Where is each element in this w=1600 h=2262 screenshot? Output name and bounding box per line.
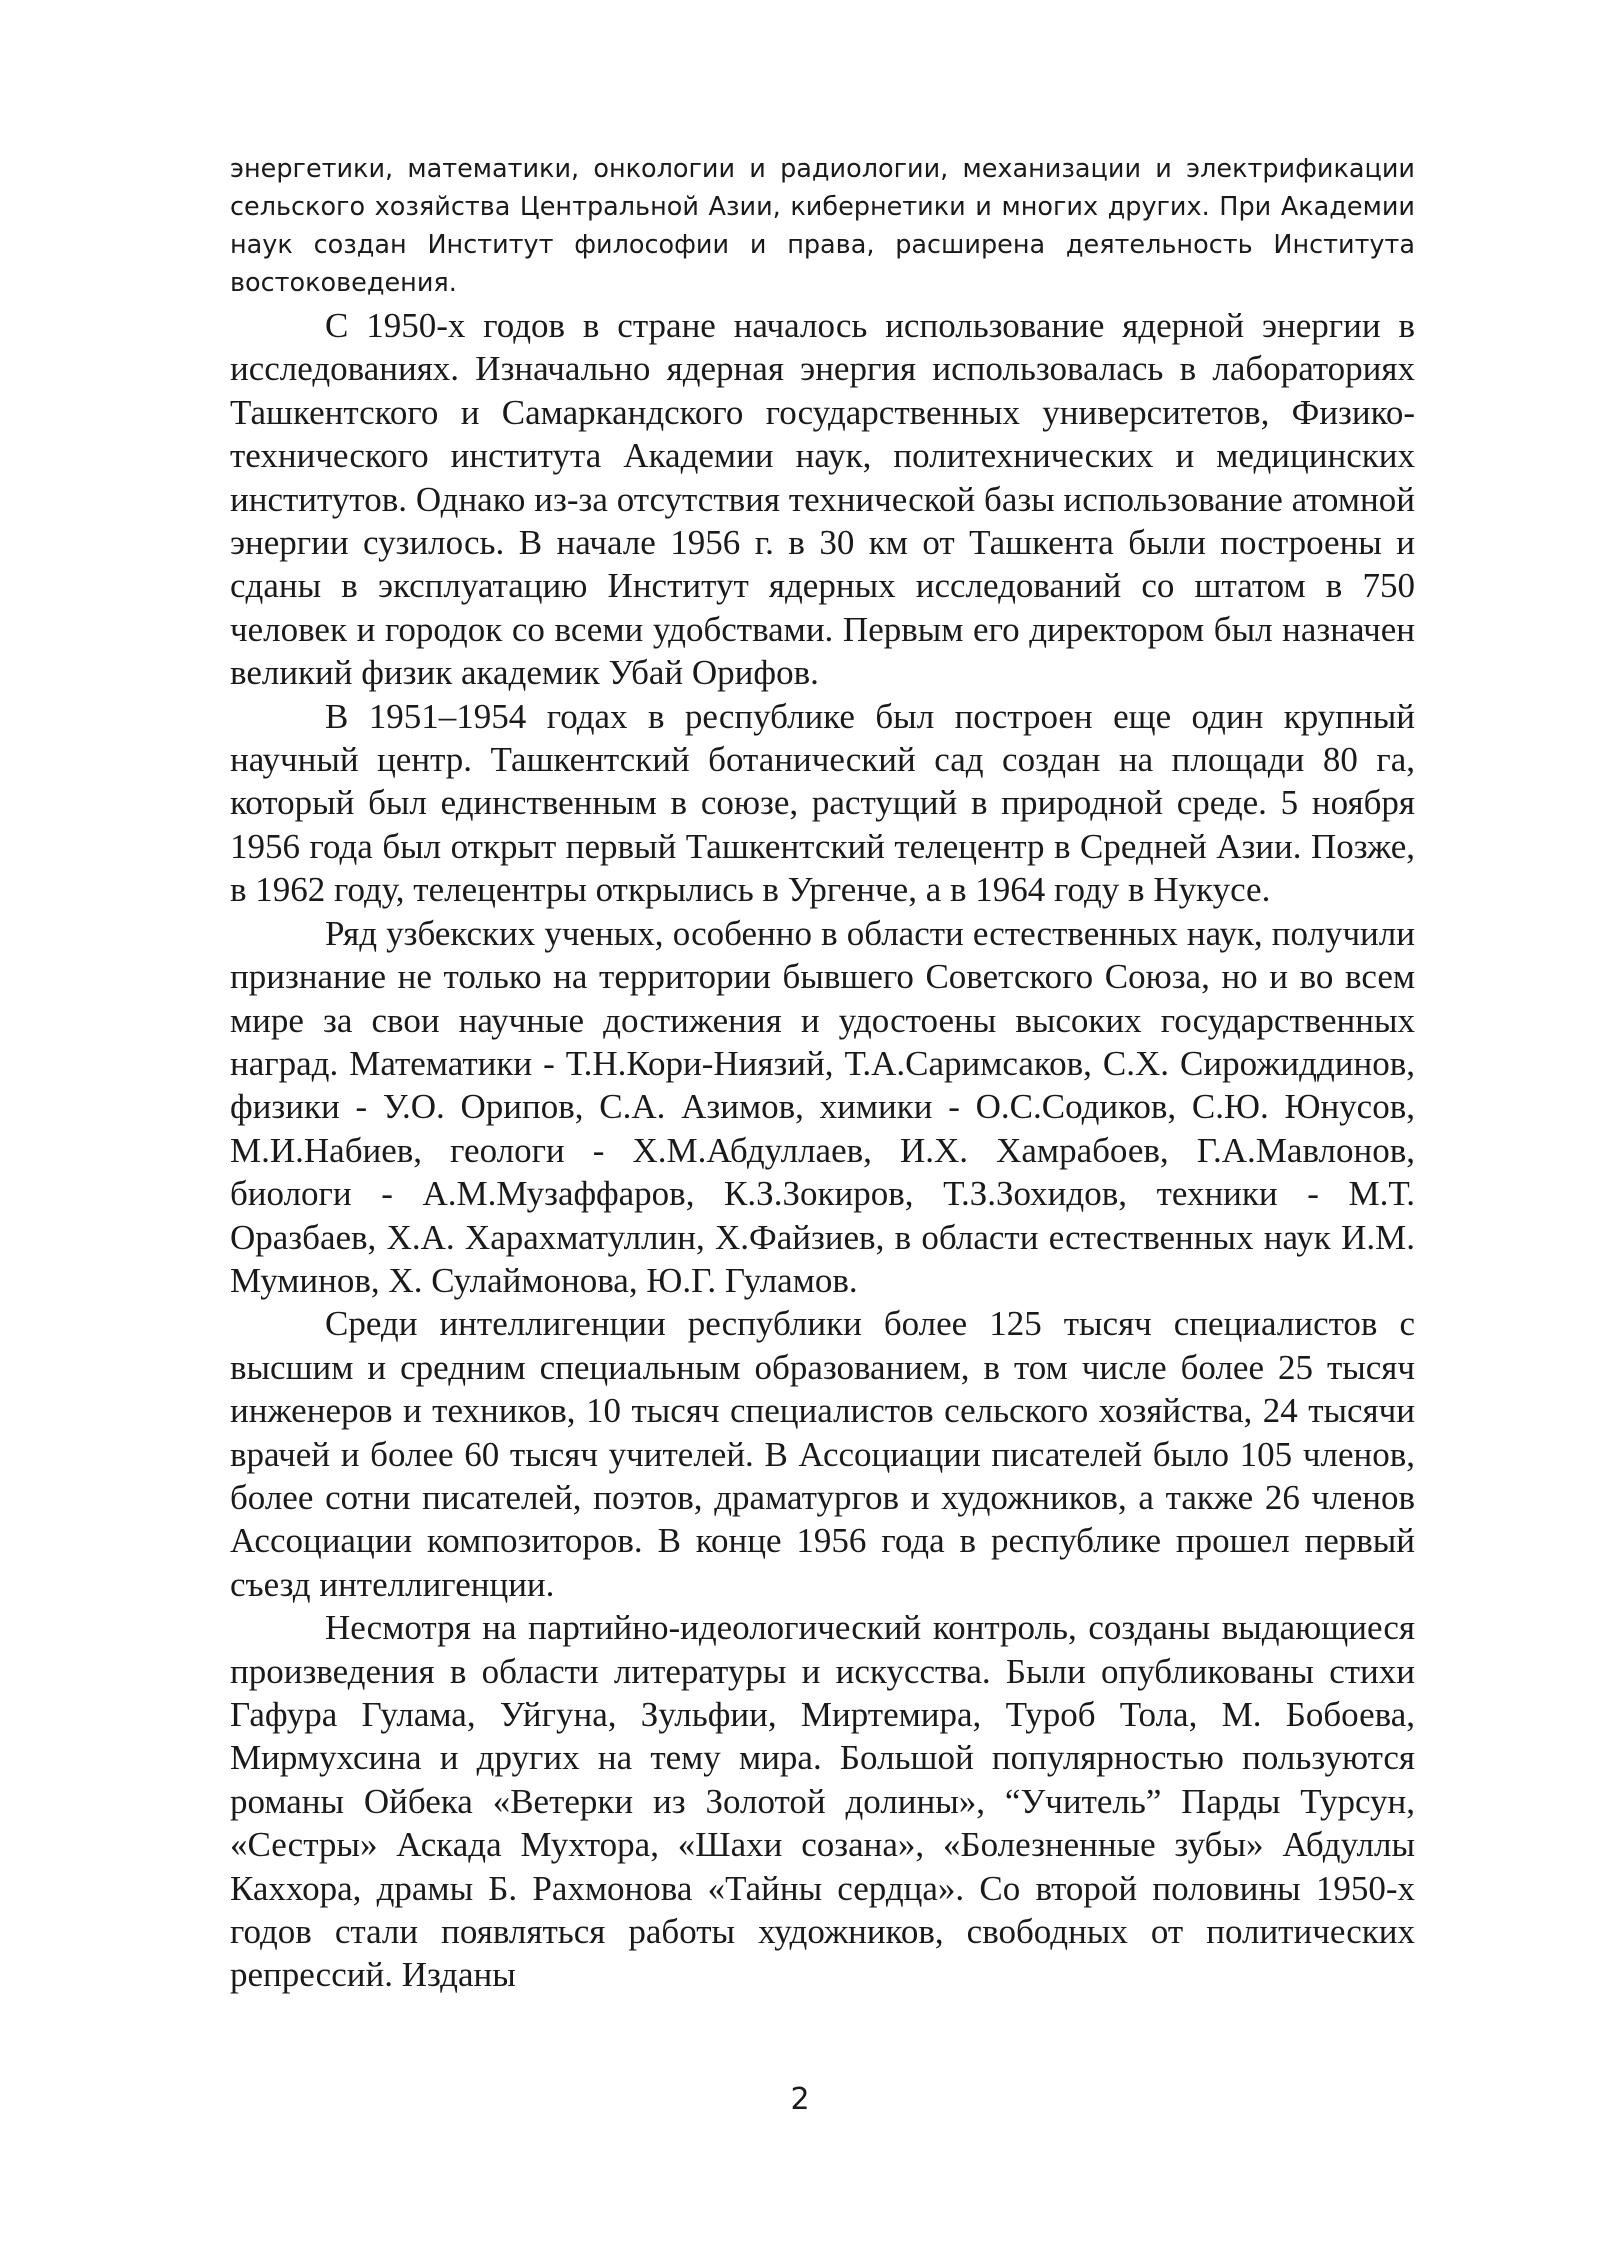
paragraph-intelligentsia: Среди интеллигенции республики более 125 тысяч специалистов с высшим и средним специальным образованием, в том числе более 25 тысяч инженеров и техников, 10 тысяч специалистов сельского хозяйства, 24 тысячи врачей и более 60 тысяч учителей. В Ассоциации писателей было 105 членов, более сотни писателей, поэтов, драматургов и художников, а также 26 членов Ассоциации композиторов. В конце 1956 года в республике прошел первый съезд интеллигенции. xyxy=(230,1304,1415,1604)
paragraph-scientists: Ряд узбекских ученых, особенно в области естественных наук, получили признание не только на территории бывшего Советского Союза, но и во всем мире за свои научные достижения и удостоены высоких государственных наград. Математики - Т.Н.Кори-Ниязий, Т.А.Саримсаков, С.Х. Сирожиддинов, физики - У.О. Орипов, С.А. Азимов, химики - О.С.Содиков, С.Ю. Юнусов, М.И.Набиев, геологи - Х.М.Абдуллаев, И.Х. Хамрабоев, Г.А.Мавлонов, биологи - А.М.Музаффаров, К.З.Зокиров, Т.З.Зохидов, техники - М.Т. Оразбаев, Х.А. Харахматуллин, Х.Файзиев, в области естественных наук И.М. Муминов, Х. Сулаймонова, Ю.Г. Гуламов. xyxy=(230,913,1415,1300)
paragraph-botanical-garden: В 1951–1954 годах в республике был построен еще один крупный научный центр. Ташкентский ботанический сад создан на площади 80 га, который был единственным в союзе, растущий в природной среде. 5 ноября 1956 года был открыт первый Ташкентский телецентр в Средней Азии. Позже, в 1962 году, телецентры открылись в Ургенче, а в 1964 году в Нукусе. xyxy=(230,696,1415,910)
paragraph-nuclear-energy: С 1950-х годов в стране началось использование ядерной энергии в исследованиях. Изначально ядерная энергия использовалась в лабораториях Ташкентского и Самаркандского государственных университетов, Физико-технического института Академии наук, политехнических и медицинских институтов. Однако из-за отсутствия технической базы использование атомной энергии сузилось. В начале 1956 г. в 30 км от Ташкента были построены и сданы в эксплуатацию Институт ядерных исследований со штатом в 750 человек и городок со всеми удобствами. Первым его директором был назначен великий физик академик Убай Орифов. xyxy=(230,306,1415,693)
lead-paragraph: энергетики, математики, онкологии и радиологии, механизации и электрификации сельского хозяйства Центральной Азии, кибернетики и многих других. При Академии наук создан Институт философии и права, расширена деятельность Института востоковедения. xyxy=(230,154,1415,298)
paragraph-literature-art: Несмотря на партийно-идеологический контроль, созданы выдающиеся произведения в области литературы и искусства. Были опубликованы стихи Гафура Гулама, Уйгуна, Зульфии, Миртемира, Туроб Тола, М. Бобоева, Мирмухсина и других на тему мира. Большой популярностью пользуются романы Ойбека «Ветерки из Золотой долины», “Учитель” Парды Турсун, «Сестры» Аскада Мухтора, «Шахи созана», «Болезненные зубы» Абдуллы Каххора, драмы Б. Рахмонова «Тайны сердца». Со второй половины 1950-х годов стали появляться работы художников, свободных от политических репрессий. Изданы xyxy=(230,1608,1415,1995)
page-body xyxy=(230,150,1415,1997)
page-number: 2 xyxy=(790,2082,810,2117)
